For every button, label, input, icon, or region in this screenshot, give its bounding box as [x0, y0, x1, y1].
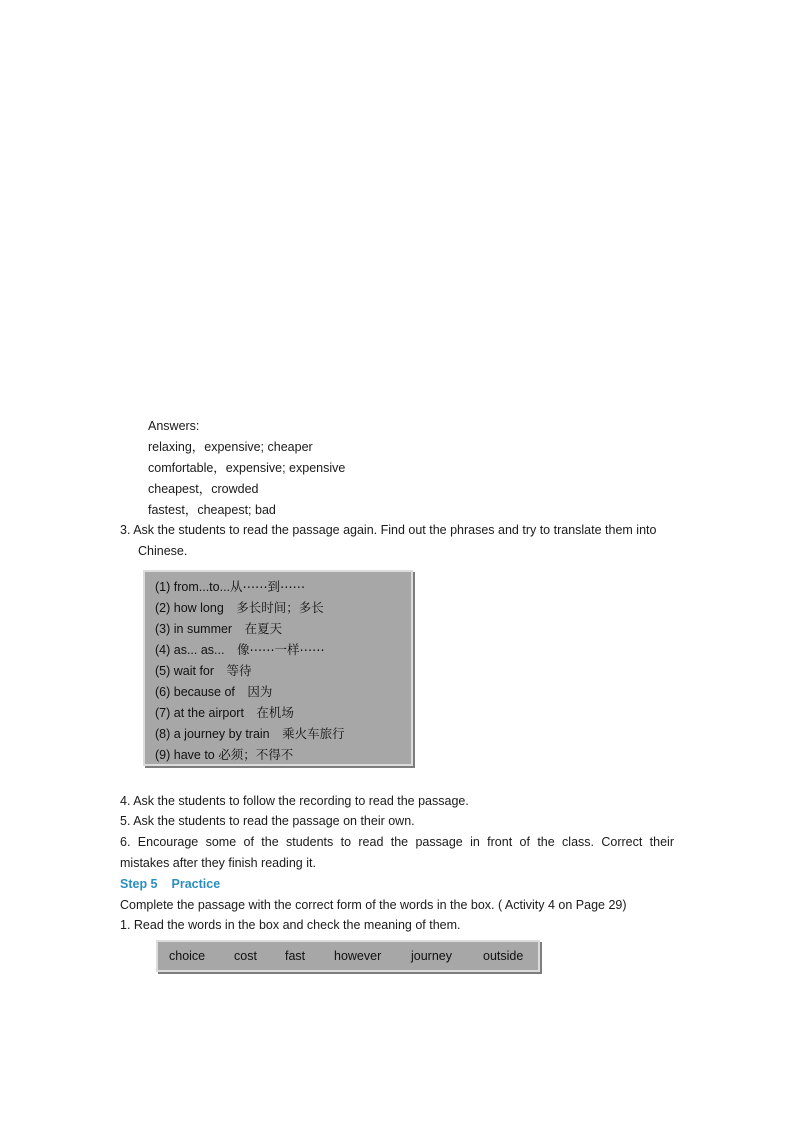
word-box-item: however	[334, 949, 382, 963]
instruction-item-6: 6. Encourage some of the students to read the passage in front of the class. Correct their	[120, 835, 674, 849]
phrase-row: (4) as... as... 像⋯⋯一样⋯⋯	[155, 643, 325, 657]
step-label: Step 5	[120, 877, 158, 891]
phrase-row: (6) because of 因为	[155, 685, 273, 699]
phrase-row: (3) in summer 在夏天	[155, 622, 283, 636]
phrase-row: (1) from...to...从⋯⋯到⋯⋯	[155, 580, 306, 594]
phrase-row: (9) have to 必须；不得不	[155, 748, 294, 762]
phrase-row: (8) a journey by train 乘火车旅行	[155, 727, 345, 741]
instruction-item-4: 4. Ask the students to follow the recording to read the passage.	[120, 794, 469, 808]
answer-line: cheapest，crowded	[148, 482, 259, 496]
phrases-box	[143, 570, 413, 766]
instruction-item-3: 3. Ask the students to read the passage again. Find out the phrases and try to translate them into	[120, 523, 657, 537]
instruction-item-3-continued: Chinese.	[138, 544, 188, 558]
step-heading	[120, 876, 220, 892]
word-box-item: choice	[169, 949, 206, 963]
answer-line: relaxing，expensive; cheaper	[148, 440, 313, 454]
phrase-row: (2) how long 多长时间；多长	[155, 601, 324, 615]
word-box-item: cost	[234, 949, 257, 963]
word-box-item: outside	[483, 949, 524, 963]
practice-instruction: Complete the passage with the correct form of the words in the box. ( Activity 4 on Page 29)	[120, 898, 627, 912]
word-box	[156, 940, 540, 972]
answer-line: comfortable，expensive; expensive	[148, 461, 346, 475]
instruction-item-5: 5. Ask the students to read the passage on their own.	[120, 814, 415, 828]
phrase-row: (5) wait for 等待	[155, 664, 252, 678]
practice-item-1: 1. Read the words in the box and check the meaning of them.	[120, 918, 461, 932]
answer-line: fastest，cheapest; bad	[148, 503, 276, 517]
step-title: Practice	[171, 877, 221, 891]
word-box-item: journey	[411, 949, 452, 963]
phrase-row: (7) at the airport 在机场	[155, 706, 294, 720]
word-box-item: fast	[285, 949, 306, 963]
answers-heading: Answers:	[148, 419, 200, 433]
instruction-item-6-continued: mistakes after they finish reading it.	[120, 856, 316, 870]
